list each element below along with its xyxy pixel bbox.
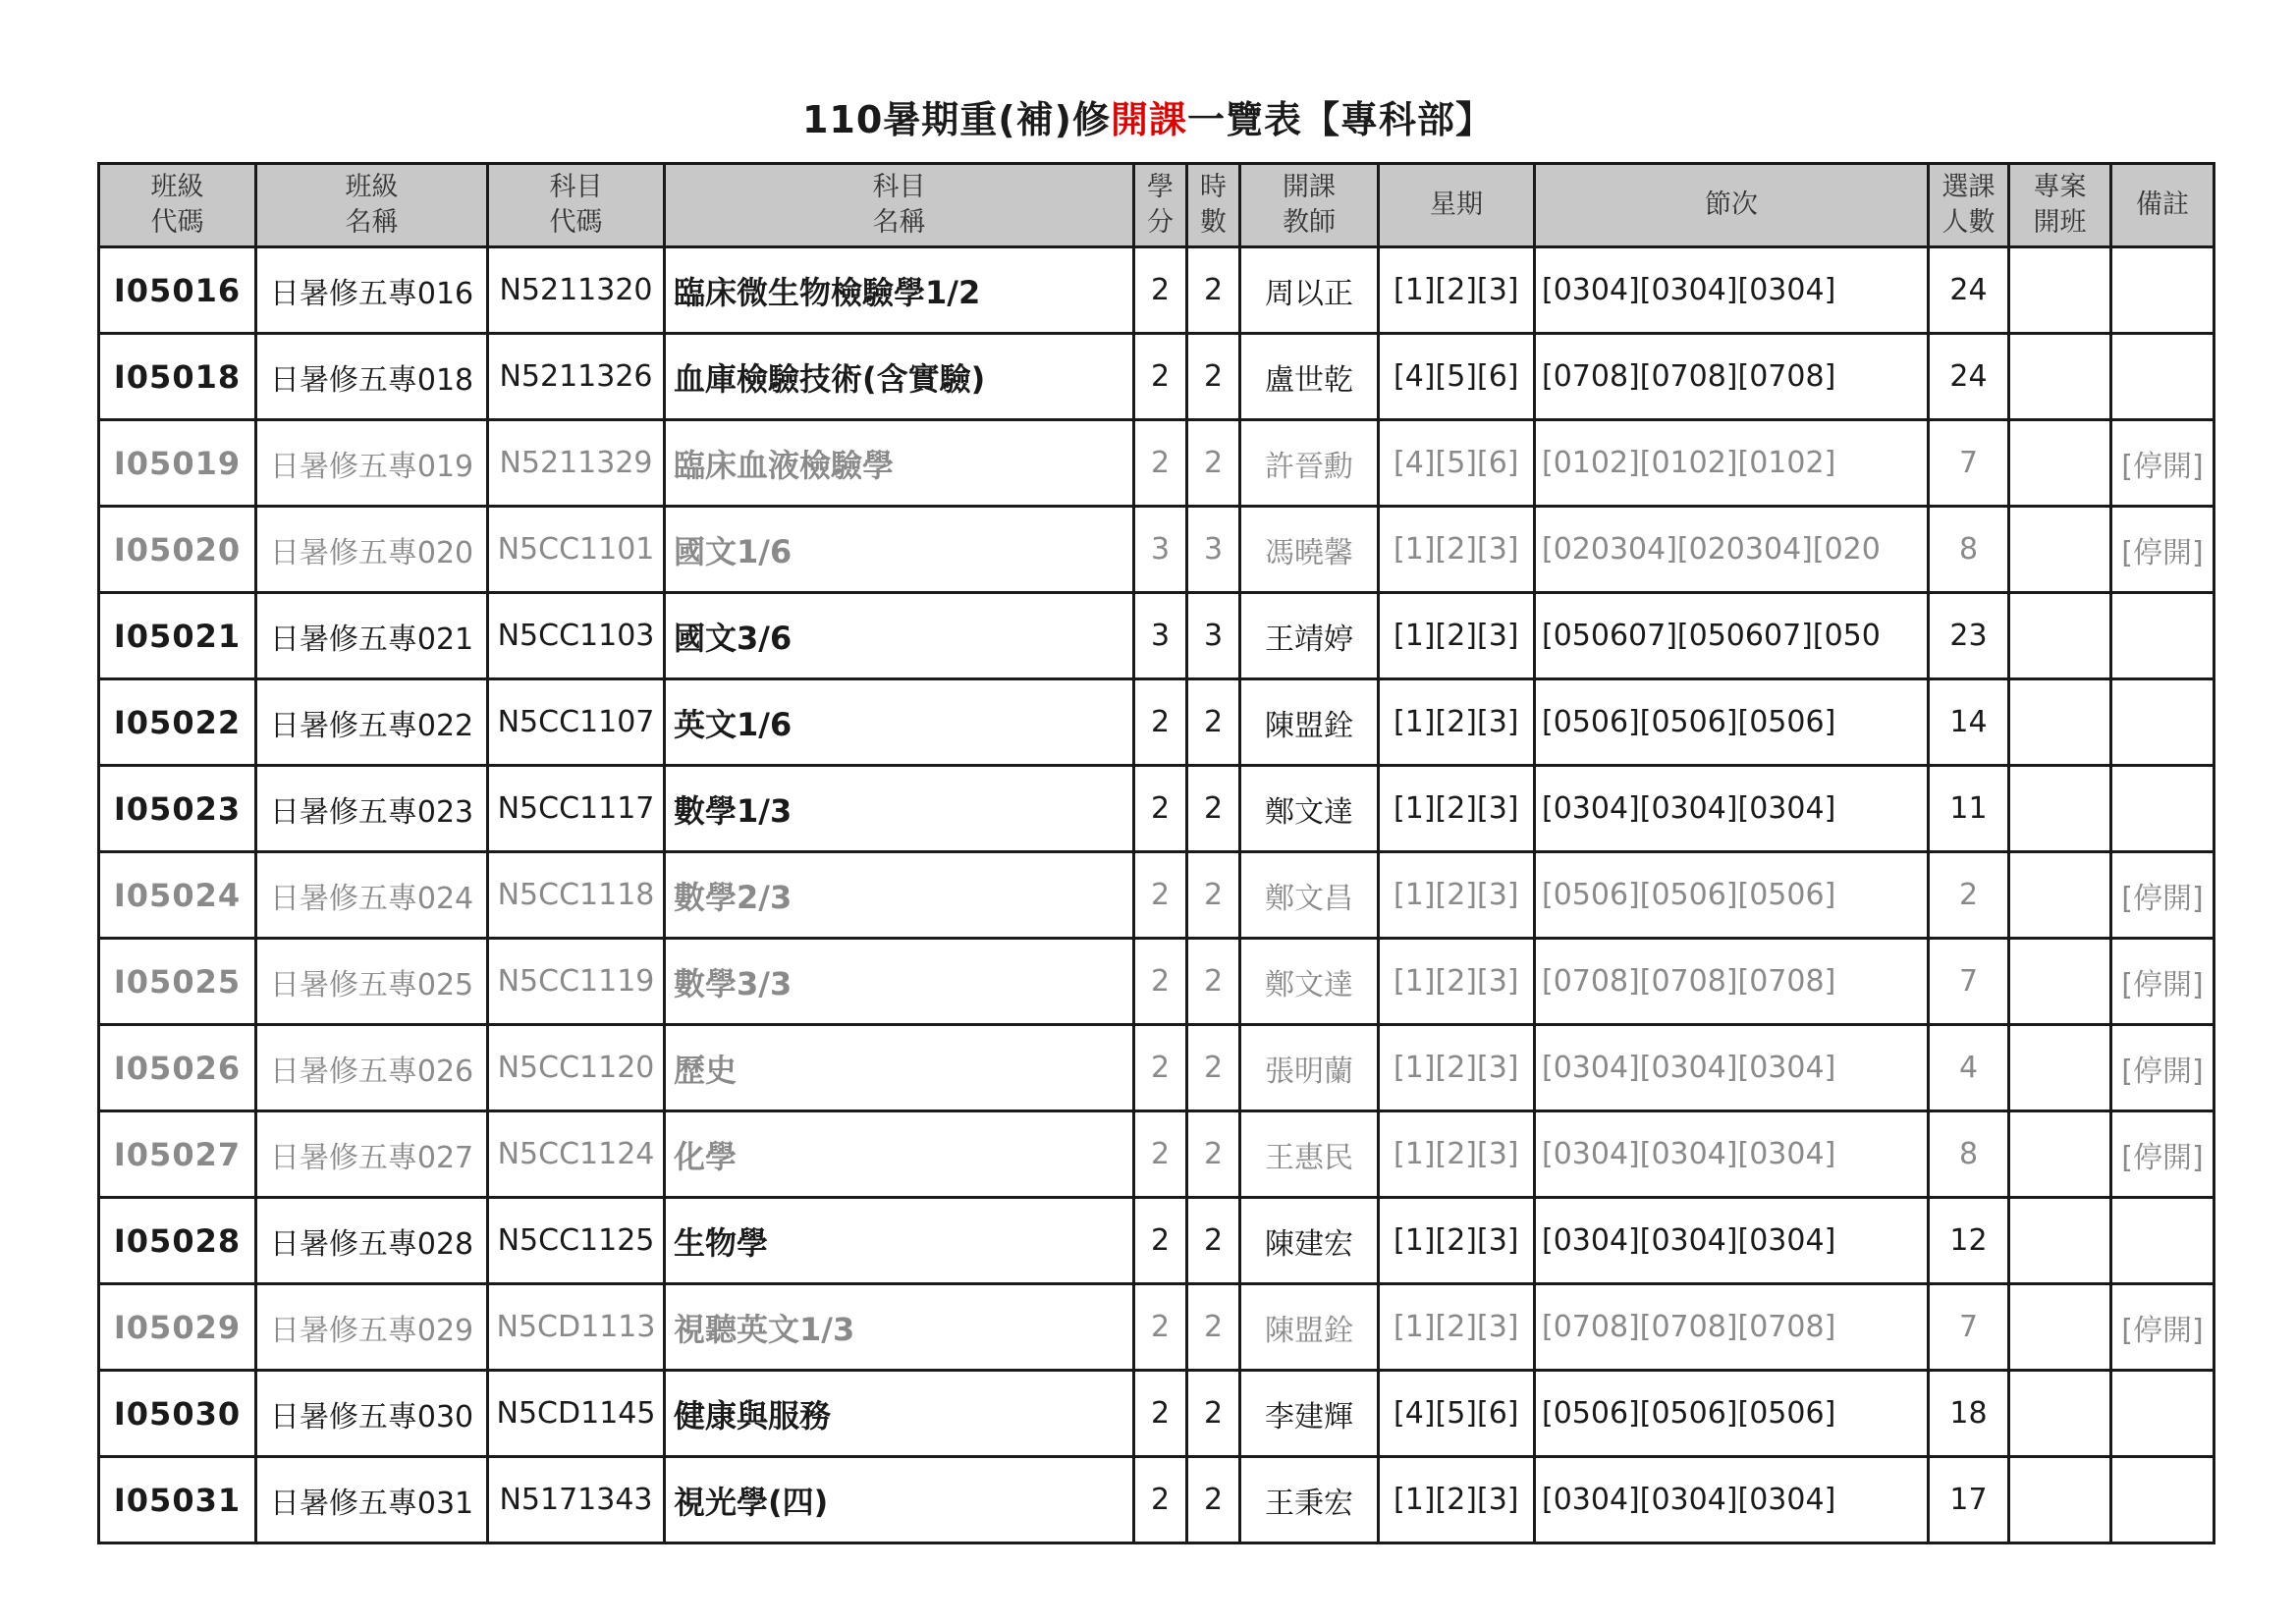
enrolled-cell: 14 bbox=[1929, 679, 2009, 766]
teacher-cell: 陳盟銓 bbox=[1240, 1284, 1379, 1371]
weekday-cell: [1][2][3] bbox=[1379, 1284, 1535, 1371]
credits-cell: 2 bbox=[1134, 1111, 1187, 1198]
class-name-cell: 日暑修五專016 bbox=[256, 247, 488, 334]
teacher-cell: 王惠民 bbox=[1240, 1111, 1379, 1198]
hours-cell: 2 bbox=[1187, 247, 1240, 334]
class-code-cell: I05030 bbox=[99, 1371, 256, 1457]
table-row bbox=[99, 334, 2214, 420]
weekday-cell: [1][2][3] bbox=[1379, 247, 1535, 334]
class-name-cell: 日暑修五專018 bbox=[256, 334, 488, 420]
class-name-cell: 日暑修五專024 bbox=[256, 852, 488, 939]
title-part-1: 110暑期重(補)修 bbox=[801, 98, 1112, 141]
header-class-code bbox=[99, 164, 256, 247]
table-row bbox=[99, 507, 2214, 593]
class-name-cell: 日暑修五專027 bbox=[256, 1111, 488, 1198]
project-cell bbox=[2009, 420, 2111, 507]
class-code-cell: I05025 bbox=[99, 939, 256, 1025]
teacher-cell: 馮曉馨 bbox=[1240, 507, 1379, 593]
subject-code-cell: N5CC1120 bbox=[488, 1025, 665, 1111]
class-code-cell: I05023 bbox=[99, 766, 256, 852]
header-enrolled-line: 人數 bbox=[1941, 207, 1995, 238]
header-credits-line: 學 bbox=[1147, 172, 1174, 202]
teacher-cell: 王秉宏 bbox=[1240, 1457, 1379, 1543]
class-name-cell: 日暑修五專026 bbox=[256, 1025, 488, 1111]
subject-code-cell: N5171343 bbox=[488, 1457, 665, 1543]
hours-cell: 2 bbox=[1187, 679, 1240, 766]
subject-code-cell: N5CD1113 bbox=[488, 1284, 665, 1371]
subject-code-cell: N5CC1107 bbox=[488, 679, 665, 766]
hours-cell: 3 bbox=[1187, 593, 1240, 679]
class-name-cell: 日暑修五專023 bbox=[256, 766, 488, 852]
hours-cell: 2 bbox=[1187, 1284, 1240, 1371]
session-cell: [0304][0304][0304] bbox=[1535, 1111, 1929, 1198]
hours-cell: 2 bbox=[1187, 1371, 1240, 1457]
subject-code-cell: N5CC1124 bbox=[488, 1111, 665, 1198]
class-code-cell: I05021 bbox=[99, 593, 256, 679]
class-name-cell: 日暑修五專025 bbox=[256, 939, 488, 1025]
class-name-cell: 日暑修五專028 bbox=[256, 1198, 488, 1284]
class-name-cell: 日暑修五專029 bbox=[256, 1284, 488, 1371]
header-session bbox=[1535, 164, 1929, 247]
table-row bbox=[99, 593, 2214, 679]
table-row bbox=[99, 852, 2214, 939]
enrolled-cell: 17 bbox=[1929, 1457, 2009, 1543]
subject-name-cell: 臨床微生物檢驗學1/2 bbox=[665, 247, 1134, 334]
class-name-cell: 日暑修五專022 bbox=[256, 679, 488, 766]
session-cell: [020304][020304][020 bbox=[1535, 507, 1929, 593]
enrolled-cell: 4 bbox=[1929, 1025, 2009, 1111]
session-cell: [0304][0304][0304] bbox=[1535, 1025, 1929, 1111]
session-cell: [050607][050607][050 bbox=[1535, 593, 1929, 679]
project-cell bbox=[2009, 247, 2111, 334]
header-subject-code-line: 代碼 bbox=[549, 207, 603, 238]
credits-cell: 2 bbox=[1134, 852, 1187, 939]
teacher-cell: 李建輝 bbox=[1240, 1371, 1379, 1457]
project-cell bbox=[2009, 852, 2111, 939]
session-cell: [0506][0506][0506] bbox=[1535, 852, 1929, 939]
credits-cell: 2 bbox=[1134, 420, 1187, 507]
note-cell bbox=[2111, 1371, 2214, 1457]
hours-cell: 2 bbox=[1187, 1457, 1240, 1543]
weekday-cell: [1][2][3] bbox=[1379, 507, 1535, 593]
hours-cell: 2 bbox=[1187, 852, 1240, 939]
weekday-cell: [1][2][3] bbox=[1379, 939, 1535, 1025]
subject-code-cell: N5CC1101 bbox=[488, 507, 665, 593]
subject-code-cell: N5CC1125 bbox=[488, 1198, 665, 1284]
credits-cell: 3 bbox=[1134, 593, 1187, 679]
project-cell bbox=[2009, 1111, 2111, 1198]
header-class-code-line: 班級 bbox=[150, 172, 204, 202]
hours-cell: 2 bbox=[1187, 420, 1240, 507]
subject-name-cell: 國文3/6 bbox=[665, 593, 1134, 679]
weekday-cell: [1][2][3] bbox=[1379, 852, 1535, 939]
project-cell bbox=[2009, 1371, 2111, 1457]
teacher-cell: 鄭文達 bbox=[1240, 939, 1379, 1025]
credits-cell: 2 bbox=[1134, 1198, 1187, 1284]
subject-code-cell: N5CC1117 bbox=[488, 766, 665, 852]
credits-cell: 2 bbox=[1134, 1371, 1187, 1457]
session-cell: [0304][0304][0304] bbox=[1535, 1198, 1929, 1284]
header-class-name-line: 名稱 bbox=[345, 207, 399, 238]
header-session-line: 節次 bbox=[1705, 189, 1758, 220]
project-cell bbox=[2009, 1457, 2111, 1543]
header-subject-code-line: 科目 bbox=[549, 172, 603, 202]
credits-cell: 2 bbox=[1134, 247, 1187, 334]
teacher-cell: 陳盟銓 bbox=[1240, 679, 1379, 766]
subject-name-cell: 視聽英文1/3 bbox=[665, 1284, 1134, 1371]
header-project bbox=[2009, 164, 2111, 247]
class-code-cell: I05018 bbox=[99, 334, 256, 420]
table-row bbox=[99, 1025, 2214, 1111]
hours-cell: 2 bbox=[1187, 334, 1240, 420]
header-weekday bbox=[1379, 164, 1535, 247]
subject-name-cell: 英文1/6 bbox=[665, 679, 1134, 766]
weekday-cell: [4][5][6] bbox=[1379, 334, 1535, 420]
session-cell: [0506][0506][0506] bbox=[1535, 679, 1929, 766]
header-class-name bbox=[256, 164, 488, 247]
enrolled-cell: 8 bbox=[1929, 1111, 2009, 1198]
note-cell bbox=[2111, 1198, 2214, 1284]
subject-name-cell: 健康與服務 bbox=[665, 1371, 1134, 1457]
enrolled-cell: 24 bbox=[1929, 247, 2009, 334]
subject-name-cell: 視光學(四) bbox=[665, 1457, 1134, 1543]
project-cell bbox=[2009, 1284, 2111, 1371]
header-note bbox=[2111, 164, 2214, 247]
class-name-cell: 日暑修五專021 bbox=[256, 593, 488, 679]
header-enrolled-line: 選課 bbox=[1941, 172, 1995, 202]
note-cell bbox=[2111, 247, 2214, 334]
weekday-cell: [4][5][6] bbox=[1379, 420, 1535, 507]
project-cell bbox=[2009, 679, 2111, 766]
subject-name-cell: 生物學 bbox=[665, 1198, 1134, 1284]
enrolled-cell: 7 bbox=[1929, 1284, 2009, 1371]
class-name-cell: 日暑修五專019 bbox=[256, 420, 488, 507]
project-cell bbox=[2009, 766, 2111, 852]
enrolled-cell: 8 bbox=[1929, 507, 2009, 593]
table-row bbox=[99, 420, 2214, 507]
header-class-code-line: 代碼 bbox=[150, 207, 204, 238]
project-cell bbox=[2009, 593, 2111, 679]
weekday-cell: [1][2][3] bbox=[1379, 1198, 1535, 1284]
teacher-cell: 王靖婷 bbox=[1240, 593, 1379, 679]
table-row bbox=[99, 247, 2214, 334]
credits-cell: 2 bbox=[1134, 766, 1187, 852]
session-cell: [0708][0708][0708] bbox=[1535, 1284, 1929, 1371]
subject-name-cell: 國文1/6 bbox=[665, 507, 1134, 593]
weekday-cell: [1][2][3] bbox=[1379, 593, 1535, 679]
credits-cell: 3 bbox=[1134, 507, 1187, 593]
hours-cell: 2 bbox=[1187, 1198, 1240, 1284]
credits-cell: 2 bbox=[1134, 334, 1187, 420]
enrolled-cell: 2 bbox=[1929, 852, 2009, 939]
subject-name-cell: 歷史 bbox=[665, 1025, 1134, 1111]
header-class-name-line: 班級 bbox=[345, 172, 399, 202]
table-row bbox=[99, 939, 2214, 1025]
header-subject-name bbox=[665, 164, 1134, 247]
hours-cell: 3 bbox=[1187, 507, 1240, 593]
enrolled-cell: 7 bbox=[1929, 420, 2009, 507]
header-teacher-line: 開課 bbox=[1283, 172, 1336, 202]
class-code-cell: I05027 bbox=[99, 1111, 256, 1198]
session-cell: [0708][0708][0708] bbox=[1535, 939, 1929, 1025]
weekday-cell: [1][2][3] bbox=[1379, 1457, 1535, 1543]
note-cell: [停開] bbox=[2111, 852, 2214, 939]
header-hours-line: 數 bbox=[1200, 207, 1227, 238]
session-cell: [0304][0304][0304] bbox=[1535, 766, 1929, 852]
header-note-line: 備註 bbox=[2136, 189, 2189, 220]
session-cell: [0304][0304][0304] bbox=[1535, 247, 1929, 334]
class-code-cell: I05029 bbox=[99, 1284, 256, 1371]
header-subject-name-line: 科目 bbox=[872, 172, 926, 202]
session-cell: [0304][0304][0304] bbox=[1535, 1457, 1929, 1543]
note-cell: [停開] bbox=[2111, 939, 2214, 1025]
header-hours bbox=[1187, 164, 1240, 247]
class-code-cell: I05016 bbox=[99, 247, 256, 334]
table-row bbox=[99, 1198, 2214, 1284]
enrolled-cell: 23 bbox=[1929, 593, 2009, 679]
weekday-cell: [1][2][3] bbox=[1379, 766, 1535, 852]
header-enrolled bbox=[1929, 164, 2009, 247]
note-cell: [停開] bbox=[2111, 1284, 2214, 1371]
header-credits bbox=[1134, 164, 1187, 247]
header-teacher bbox=[1240, 164, 1379, 247]
weekday-cell: [1][2][3] bbox=[1379, 1111, 1535, 1198]
note-cell bbox=[2111, 593, 2214, 679]
course-table bbox=[97, 162, 2215, 1544]
teacher-cell: 鄭文昌 bbox=[1240, 852, 1379, 939]
session-cell: [0708][0708][0708] bbox=[1535, 334, 1929, 420]
class-name-cell: 日暑修五專030 bbox=[256, 1371, 488, 1457]
enrolled-cell: 24 bbox=[1929, 334, 2009, 420]
enrolled-cell: 12 bbox=[1929, 1198, 2009, 1284]
note-cell: [停開] bbox=[2111, 1111, 2214, 1198]
header-subject-code bbox=[488, 164, 665, 247]
subject-code-cell: N5CD1145 bbox=[488, 1371, 665, 1457]
credits-cell: 2 bbox=[1134, 1025, 1187, 1111]
teacher-cell: 張明蘭 bbox=[1240, 1025, 1379, 1111]
header-weekday-line: 星期 bbox=[1430, 189, 1483, 220]
class-code-cell: I05031 bbox=[99, 1457, 256, 1543]
table-row bbox=[99, 766, 2214, 852]
teacher-cell: 盧世乾 bbox=[1240, 334, 1379, 420]
subject-name-cell: 化學 bbox=[665, 1111, 1134, 1198]
hours-cell: 2 bbox=[1187, 1111, 1240, 1198]
enrolled-cell: 18 bbox=[1929, 1371, 2009, 1457]
teacher-cell: 周以正 bbox=[1240, 247, 1379, 334]
note-cell bbox=[2111, 1457, 2214, 1543]
class-name-cell: 日暑修五專020 bbox=[256, 507, 488, 593]
session-cell: [0102][0102][0102] bbox=[1535, 420, 1929, 507]
header-credits-line: 分 bbox=[1147, 207, 1174, 238]
subject-name-cell: 數學1/3 bbox=[665, 766, 1134, 852]
table-row bbox=[99, 1284, 2214, 1371]
project-cell bbox=[2009, 334, 2111, 420]
project-cell bbox=[2009, 507, 2111, 593]
page-title bbox=[0, 92, 2296, 147]
table-row bbox=[99, 1371, 2214, 1457]
subject-code-cell: N5CC1118 bbox=[488, 852, 665, 939]
subject-code-cell: N5CC1103 bbox=[488, 593, 665, 679]
class-name-cell: 日暑修五專031 bbox=[256, 1457, 488, 1543]
credits-cell: 2 bbox=[1134, 939, 1187, 1025]
class-code-cell: I05024 bbox=[99, 852, 256, 939]
teacher-cell: 鄭文達 bbox=[1240, 766, 1379, 852]
note-cell bbox=[2111, 766, 2214, 852]
class-code-cell: I05019 bbox=[99, 420, 256, 507]
note-cell: [停開] bbox=[2111, 507, 2214, 593]
enrolled-cell: 11 bbox=[1929, 766, 2009, 852]
table-row bbox=[99, 1111, 2214, 1198]
table-body bbox=[99, 247, 2214, 1543]
note-cell: [停開] bbox=[2111, 420, 2214, 507]
weekday-cell: [4][5][6] bbox=[1379, 1371, 1535, 1457]
subject-name-cell: 臨床血液檢驗學 bbox=[665, 420, 1134, 507]
class-code-cell: I05022 bbox=[99, 679, 256, 766]
session-cell: [0506][0506][0506] bbox=[1535, 1371, 1929, 1457]
class-code-cell: I05028 bbox=[99, 1198, 256, 1284]
header-project-line: 開班 bbox=[2033, 207, 2087, 238]
project-cell bbox=[2009, 939, 2111, 1025]
enrolled-cell: 7 bbox=[1929, 939, 2009, 1025]
title-part-3: 一覽表【專科部】 bbox=[1187, 98, 1495, 141]
subject-name-cell: 數學2/3 bbox=[665, 852, 1134, 939]
teacher-cell: 許晉勳 bbox=[1240, 420, 1379, 507]
header-row bbox=[99, 164, 2214, 247]
header-project-line: 專案 bbox=[2033, 172, 2087, 202]
subject-code-cell: N5211326 bbox=[488, 334, 665, 420]
header-hours-line: 時 bbox=[1200, 172, 1227, 202]
class-code-cell: I05020 bbox=[99, 507, 256, 593]
title-part-highlight: 開課 bbox=[1111, 98, 1188, 141]
project-cell bbox=[2009, 1198, 2111, 1284]
project-cell bbox=[2009, 1025, 2111, 1111]
class-code-cell: I05026 bbox=[99, 1025, 256, 1111]
table-row bbox=[99, 1457, 2214, 1543]
note-cell bbox=[2111, 679, 2214, 766]
table-row bbox=[99, 679, 2214, 766]
subject-name-cell: 數學3/3 bbox=[665, 939, 1134, 1025]
subject-name-cell: 血庫檢驗技術(含實驗) bbox=[665, 334, 1134, 420]
note-cell bbox=[2111, 334, 2214, 420]
header-subject-name-line: 名稱 bbox=[872, 207, 926, 238]
hours-cell: 2 bbox=[1187, 1025, 1240, 1111]
weekday-cell: [1][2][3] bbox=[1379, 1025, 1535, 1111]
teacher-cell: 陳建宏 bbox=[1240, 1198, 1379, 1284]
subject-code-cell: N5211329 bbox=[488, 420, 665, 507]
subject-code-cell: N5211320 bbox=[488, 247, 665, 334]
note-cell: [停開] bbox=[2111, 1025, 2214, 1111]
credits-cell: 2 bbox=[1134, 1284, 1187, 1371]
credits-cell: 2 bbox=[1134, 1457, 1187, 1543]
hours-cell: 2 bbox=[1187, 939, 1240, 1025]
header-teacher-line: 教師 bbox=[1283, 207, 1336, 238]
weekday-cell: [1][2][3] bbox=[1379, 679, 1535, 766]
subject-code-cell: N5CC1119 bbox=[488, 939, 665, 1025]
credits-cell: 2 bbox=[1134, 679, 1187, 766]
hours-cell: 2 bbox=[1187, 766, 1240, 852]
